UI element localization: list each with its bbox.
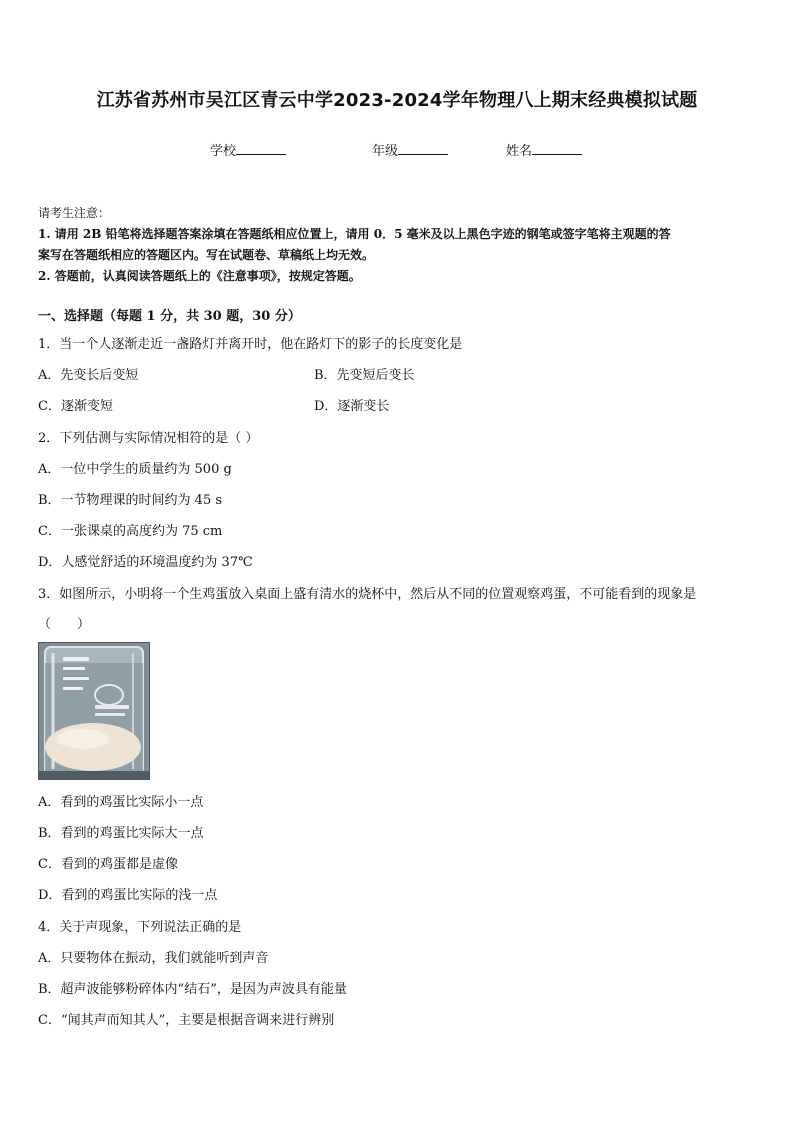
question-3-option-c: C．看到的鸡蛋都是虚像 (38, 857, 178, 872)
notice-block (38, 203, 758, 287)
question-4-option-b: B．超声波能够粉碎体内“结石”，是因为声波具有能量 (38, 982, 347, 997)
notice-item-2: 2. 答题前，认真阅读答题纸上的《注意事项》，按规定答题。 (38, 269, 361, 283)
grade-field (372, 140, 448, 159)
question-1-option-d: D．逐渐变长 (314, 399, 390, 414)
question-4-option-a: A．只要物体在振动，我们就能听到声音 (38, 951, 269, 966)
question-3-option-a: A．看到的鸡蛋比实际小一点 (38, 795, 204, 810)
question-1-option-b: B．先变短后变长 (314, 368, 415, 383)
beaker-illustration (39, 643, 149, 779)
egg-in-beaker-photo (38, 642, 150, 780)
question-2-option-c: C．一张课桌的高度约为 75 cm (38, 524, 223, 539)
school-field (210, 140, 286, 159)
question-4-stem: 4．关于声现象，下列说法正确的是 (38, 920, 242, 935)
grade-label: 年级 (372, 144, 399, 159)
name-field (506, 140, 582, 159)
school-label: 学校 (210, 144, 237, 159)
notice-item-1-line-1: 1. 请用 2B 铅笔将选择题答案涂填在答题纸相应位置上，请用 0．5 毫米及以上黑色字迹的钢笔或签字笔将主观题的答 (38, 227, 671, 241)
question-1-stem: 1．当一个人逐渐走近一盏路灯并离开时，他在路灯下的影子的长度变化是 (38, 337, 463, 352)
question-3-option-b: B．看到的鸡蛋比实际大一点 (38, 826, 204, 841)
school-blank (236, 142, 286, 155)
section-heading: 一、选择题（每题 1 分，共 30 题，30 分） (38, 309, 301, 324)
question-1-option-c: C．逐渐变短 (38, 399, 113, 414)
name-blank (532, 142, 582, 155)
question-3-option-d: D．看到的鸡蛋比实际的浅一点 (38, 888, 218, 903)
grade-blank (398, 142, 448, 155)
name-label: 姓名 (506, 144, 533, 159)
question-2-option-d: D．人感觉舒适的环境温度约为 37℃ (38, 555, 253, 570)
notice-heading: 请考生注意： (38, 206, 111, 220)
notice-item-1-line-2: 案写在答题纸相应的答题区内。写在试题卷、草稿纸上均无效。 (38, 248, 375, 262)
question-2-option-a: A．一位中学生的质量约为 500 g (38, 462, 232, 477)
page-title: 江苏省苏州市吴江区青云中学2023-2024学年物理八上期末经典模拟试题 (96, 90, 698, 111)
question-3-stem-bracket: （ ） (38, 617, 91, 632)
question-2-stem: 2．下列估测与实际情况相符的是（ ） (38, 431, 259, 446)
question-4-option-c: C．“闻其声而知其人”，主要是根据音调来进行辨别 (38, 1013, 335, 1028)
question-3-stem: 3．如图所示，小明将一个生鸡蛋放入桌面上盛有清水的烧杯中，然后从不同的位置观察鸡蛋，不可能看到的现象是 (38, 587, 697, 602)
question-1-option-a: A．先变长后变短 (38, 368, 139, 383)
question-2-option-b: B．一节物理课的时间约为 45 s (38, 493, 223, 508)
